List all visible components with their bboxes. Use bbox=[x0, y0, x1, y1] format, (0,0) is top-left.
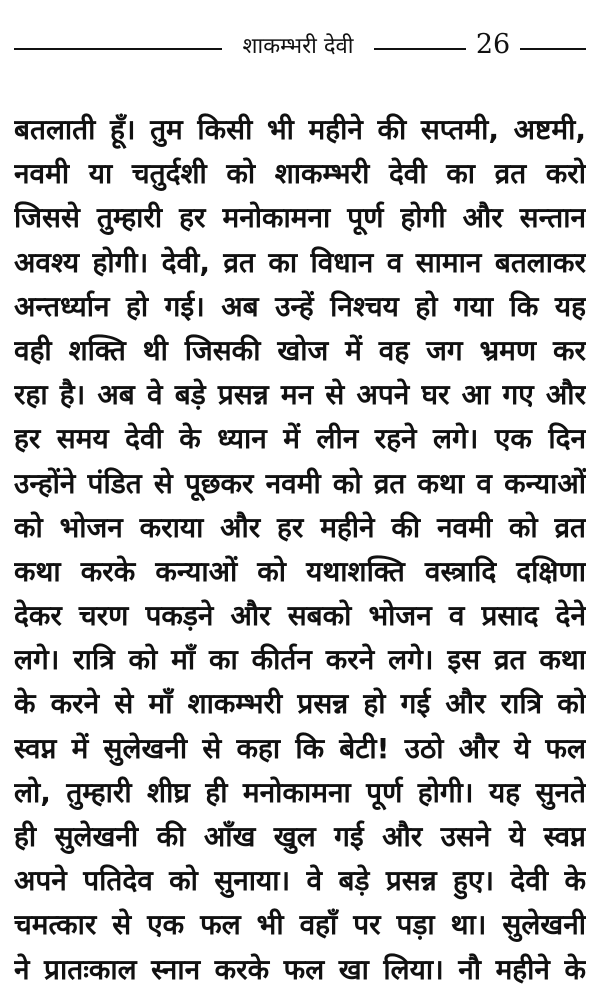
text-line: को भोजन कराया और हर महीने की नवमी को व्रत bbox=[14, 510, 586, 544]
text-line: उन्होंने पंडित से पूछकर नवमी को व्रत कथा व कन्याओं bbox=[14, 466, 586, 500]
text-line: के करने से माँ शाकम्भरी प्रसन्न हो गई और रात्रि को bbox=[14, 687, 586, 721]
header-rule-middle bbox=[374, 48, 466, 50]
text-line: चमत्कार से एक फल भी वहाँ पर पड़ा था। सुलेखनी bbox=[14, 908, 586, 942]
text-line: लो, तुम्हारी शीघ्र ही मनोकामना पूर्ण होगी। यह सुनते bbox=[14, 775, 586, 809]
text-line: ने प्रातःकाल स्नान करके फल खा लिया। नौ महीने के bbox=[14, 952, 586, 986]
text-line: अपने पतिदेव को सुनाया। वे बड़े प्रसन्न हुए। देवी के bbox=[14, 864, 586, 898]
header-rule-right bbox=[520, 48, 586, 50]
body-text bbox=[14, 108, 586, 992]
text-line: अन्तर्ध्यान हो गई। अब उन्हें निश्चय हो गया कि यह bbox=[14, 289, 586, 323]
text-line: लगे। रात्रि को माँ का कीर्तन करने लगे। इस व्रत कथा bbox=[14, 643, 586, 677]
text-line: ही सुलेखनी की आँख खुल गई और उसने ये स्वप्न bbox=[14, 820, 586, 853]
running-header bbox=[0, 28, 600, 68]
text-line: देकर चरण पकड़ने और सबको भोजन व प्रसाद देने bbox=[14, 599, 586, 633]
text-line: जिससे तुम्हारी हर मनोकामना पूर्ण होगी और सन्तान bbox=[14, 201, 586, 235]
text-line: बतलाती हूँ। तुम किसी भी महीने की सप्तमी, अष्टमी, bbox=[14, 113, 586, 146]
page-number: 26 bbox=[475, 29, 511, 60]
text-line: कथा करके कन्याओं को यथाशक्ति वस्त्रादि दक्षिणा bbox=[14, 554, 586, 588]
header-rule-left bbox=[14, 48, 222, 50]
text-line: अवश्य होगी। देवी, व्रत का विधान व सामान बतलाकर bbox=[14, 245, 586, 279]
text-line: वही शक्ति थी जिसकी खोज में वह जग भ्रमण कर bbox=[14, 333, 586, 367]
text-line: नवमी या चतुर्दशी को शाकम्भरी देवी का व्रत करो bbox=[14, 157, 586, 191]
running-title: शाकम्भरी देवी bbox=[242, 34, 354, 59]
text-line: रहा है। अब वे बड़े प्रसन्न मन से अपने घर आ गए और bbox=[14, 378, 586, 412]
text-line: हर समय देवी के ध्यान में लीन रहने लगे। एक दिन bbox=[14, 422, 586, 456]
text-line: स्वप्न में सुलेखनी से कहा कि बेटी! उठो और ये फल bbox=[14, 731, 586, 765]
